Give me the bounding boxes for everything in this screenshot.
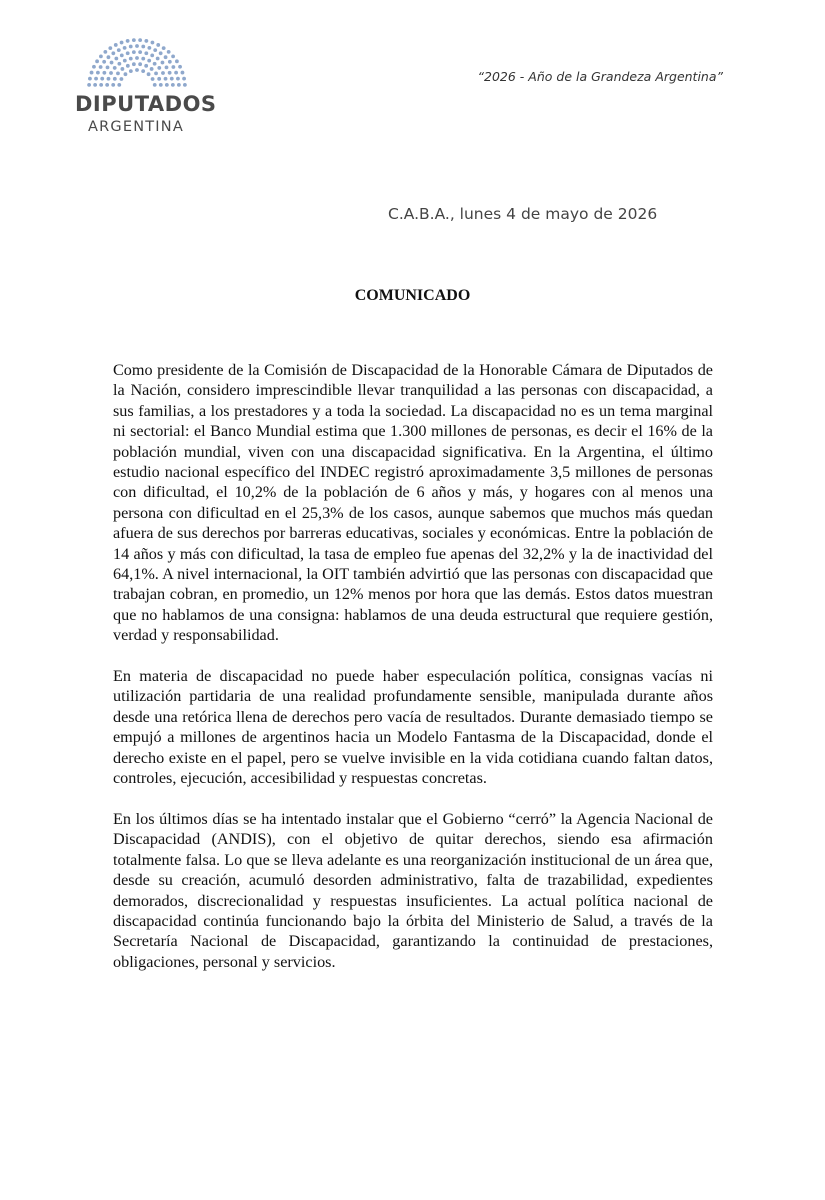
hemicycle-dot bbox=[150, 53, 154, 57]
hemicycle-dot bbox=[129, 45, 133, 49]
year-motto: “2026 - Año de la Grandeza Argentina” bbox=[477, 69, 723, 84]
logo-wordmark: DIPUTADOS bbox=[75, 92, 217, 116]
hemicycle-dot bbox=[132, 38, 136, 42]
hemicycle-dot bbox=[183, 83, 187, 87]
hemicycle-dot bbox=[88, 77, 92, 81]
hemicycle-icon bbox=[83, 38, 191, 90]
hemicycle-dot bbox=[175, 59, 179, 63]
diputados-logo bbox=[75, 38, 217, 135]
hemicycle-dot bbox=[99, 54, 103, 58]
hemicycle-dot bbox=[176, 77, 180, 81]
hemicycle-dot bbox=[106, 65, 110, 69]
hemicycle-dot bbox=[165, 65, 169, 69]
hemicycle-dot bbox=[135, 68, 139, 72]
paragraph: Como presidente de la Comisión de Discapacidad de la Honorable Cámara de Diputados de la Nación, considero imprescindible llevar tranquilidad a las personas con discapacidad, a sus familias, a los prestadores y a toda la sociedad. La discapacidad no es un tema marginal ni sectorial: el Banco Mundial estima que 1.300 millones de personas, es decir el 16% de la población mundial, viven con una discapacidad significativa. En la Argentina, el último estudio nacional específico del INDEC registró aproximadamente 3,5 millones de personas con dificultad, el 10,2% de la población de 6 años y más, y hogares con al menos una persona con dificultad en el 25,3% de los casos, aunque sabemos que muchos más quedan afuera de sus derechos por barreras educativas, sociales y económicas. Entre la población de 14 años y más con dificultad, la tasa de empleo fue apenas del 32,2% y la de inactividad del 64,1%. A nivel internacional, la OIT también advirtió que las personas con discapacidad que trabajan cobran, en promedio, un 12% menos por hora que las demás. Estos datos muestran que no hablamos de una consigna: hablamos de una deuda estructural que requiere gestión, verdad y responsabilidad. bbox=[113, 361, 713, 645]
paragraph: En materia de discapacidad no puede haber especulación política, consignas vacías ni utilización partidaria de una realidad profundamente sensible, manipulada durante años desde una retórica llena de derechos pero vacía de resultados. Durante demasiado tiempo se empujó a millones de argentinos hacia un Modelo Fantasma de la Discapacidad, donde el derecho existe en el papel, pero se vuelve invisible en la vida cotidiana cuando faltan datos, controles, ejecución, accesibilidad y respuestas concretas. bbox=[113, 667, 713, 788]
hemicycle-dot bbox=[109, 71, 113, 75]
hemicycle-dot bbox=[164, 77, 168, 81]
hemicycle-dot bbox=[138, 62, 142, 66]
hemicycle-dot bbox=[153, 83, 157, 87]
hemicycle-dot bbox=[116, 71, 120, 75]
hemicycle-dot bbox=[95, 59, 99, 63]
document-body bbox=[113, 360, 713, 993]
hemicycle-dot bbox=[114, 43, 118, 47]
hemicycle-dot bbox=[135, 56, 139, 60]
hemicycle-dot bbox=[135, 44, 139, 48]
hemicycle-dot bbox=[165, 83, 169, 87]
hemicycle-dot bbox=[161, 61, 165, 65]
paragraph: En los últimos días se ha intentado instalar que el Gobierno “cerró” la Agencia Nacional de Discapacidad (ANDIS), con el objetivo de quitar derechos, siendo esa afirmación totalmente falsa. Lo que se lleva adelante es una reorganización institucional de un área que, desde su creación, acumuló desorden administrativo, falta de trazabilidad, expedientes demorados, discrecionalidad y respuestas insuficientes. La actual política nacional de discapacidad continúa funcionando bajo la órbita del Ministerio de Salud, a través de la Secretaría Nacional de Discapacidad, garantizando la continuidad de prestaciones, obligaciones, personal y servicios. bbox=[113, 809, 713, 971]
hemicycle-dot bbox=[171, 65, 175, 69]
hemicycle-dot bbox=[156, 43, 160, 47]
hemicycle-dot bbox=[147, 59, 151, 63]
hemicycle-dot bbox=[181, 71, 185, 75]
logo-country: ARGENTINA bbox=[88, 119, 184, 135]
hemicycle-dot bbox=[157, 77, 161, 81]
hemicycle-dot bbox=[138, 50, 142, 54]
hemicycle-dot bbox=[108, 46, 112, 50]
hemicycle-dot bbox=[117, 62, 121, 66]
hemicycle-dot bbox=[153, 48, 157, 52]
hemicycle-dot bbox=[113, 77, 117, 81]
hemicycle-dot bbox=[154, 71, 158, 75]
hemicycle-dot bbox=[141, 69, 145, 73]
hemicycle-dot bbox=[147, 72, 151, 76]
hemicycle-dot bbox=[107, 55, 111, 59]
hemicycle-dot bbox=[159, 51, 163, 55]
hemicycle-dot bbox=[126, 39, 130, 43]
hemicycle-dot bbox=[129, 69, 133, 73]
hemicycle-dot bbox=[156, 57, 160, 61]
hemicycle-dot bbox=[120, 53, 124, 57]
hemicycle-dot bbox=[120, 77, 124, 81]
hemicycle-dot bbox=[113, 66, 117, 70]
hemicycle-dot bbox=[141, 57, 145, 61]
hemicycle-dot bbox=[123, 46, 127, 50]
hemicycle-dot bbox=[167, 50, 171, 54]
hemicycle-dot bbox=[168, 60, 172, 64]
hemicycle-dot bbox=[162, 46, 166, 50]
hemicycle-dot bbox=[182, 77, 186, 81]
hemicycle-dot bbox=[124, 72, 128, 76]
document-title: COMUNICADO bbox=[354, 287, 471, 304]
hemicycle-dot bbox=[92, 65, 96, 69]
hemicycle-dot bbox=[164, 55, 168, 59]
hemicycle-dot bbox=[94, 77, 98, 81]
hemicycle-dot bbox=[132, 62, 136, 66]
hemicycle-dot bbox=[114, 57, 118, 61]
hemicycle-dot bbox=[129, 57, 133, 61]
hemicycle-dot bbox=[102, 71, 106, 75]
hemicycle-dot bbox=[111, 83, 115, 87]
hemicycle-dot bbox=[157, 66, 161, 70]
hemicycle-dot bbox=[117, 83, 121, 87]
hemicycle-dot bbox=[126, 64, 130, 68]
hemicycle-dot bbox=[93, 83, 97, 87]
hemicycle-dot bbox=[87, 83, 91, 87]
hemicycle-dot bbox=[138, 38, 142, 42]
hemicycle-dot bbox=[147, 46, 151, 50]
hemicycle-dot bbox=[90, 71, 94, 75]
hemicycle-dot bbox=[120, 41, 124, 45]
hemicycle-dot bbox=[99, 65, 103, 69]
hemicycle-dot bbox=[111, 51, 115, 55]
hemicycle-dot bbox=[144, 39, 148, 43]
hemicycle-dot bbox=[141, 45, 145, 49]
hemicycle-dot bbox=[126, 51, 130, 55]
hemicycle-dot bbox=[102, 60, 106, 64]
hemicycle-dot bbox=[99, 83, 103, 87]
hemicycle-dot bbox=[170, 77, 174, 81]
hemicycle-dot bbox=[159, 83, 163, 87]
hemicycle-dot bbox=[105, 83, 109, 87]
hemicycle-dot bbox=[178, 65, 182, 69]
hemicycle-dot bbox=[103, 50, 107, 54]
hemicycle-dot bbox=[161, 71, 165, 75]
hemicycle-dot bbox=[100, 77, 104, 81]
hemicycle-dot bbox=[123, 59, 127, 63]
hemicycle-dot bbox=[171, 54, 175, 58]
hemicycle-dot bbox=[153, 62, 157, 66]
hemicycle-dot bbox=[117, 48, 121, 52]
hemicycle-dot bbox=[96, 71, 100, 75]
hemicycle-dot bbox=[168, 71, 172, 75]
hemicycle-dot bbox=[120, 67, 124, 71]
document-date: C.A.B.A., lunes 4 de mayo de 2026 bbox=[388, 205, 658, 223]
hemicycle-dot bbox=[174, 71, 178, 75]
hemicycle-dot bbox=[151, 41, 155, 45]
hemicycle-dot bbox=[110, 61, 114, 65]
hemicycle-dot bbox=[144, 51, 148, 55]
hemicycle-dot bbox=[132, 50, 136, 54]
hemicycle-dot bbox=[144, 64, 148, 68]
hemicycle-dot bbox=[151, 77, 155, 81]
hemicycle-dot bbox=[171, 83, 175, 87]
hemicycle-dot bbox=[107, 77, 111, 81]
hemicycle-dot bbox=[177, 83, 181, 87]
hemicycle-dot bbox=[150, 67, 154, 71]
